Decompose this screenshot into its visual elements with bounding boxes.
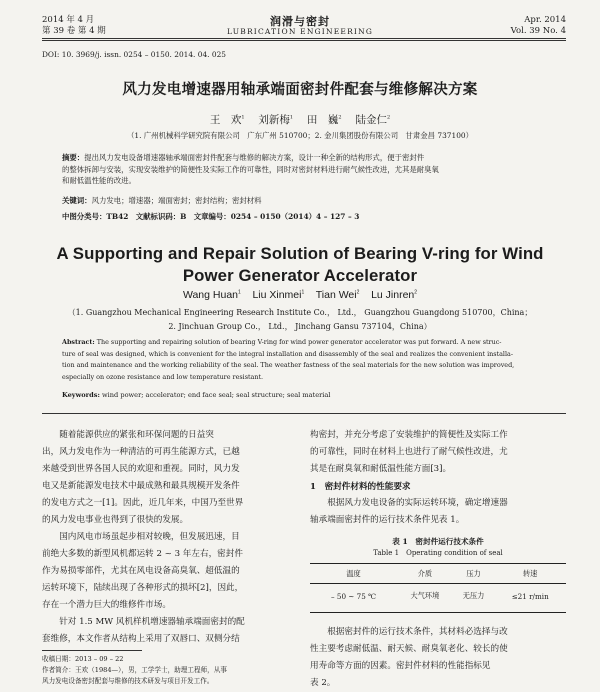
received-date: 收稿日期：2013 – 09 – 22 <box>42 655 124 663</box>
table-cell: ≤21 r/min <box>511 591 549 601</box>
body-line: 其是在耐臭氧和耐低温性能方面[3]。 <box>310 464 452 474</box>
footnote <box>42 654 227 687</box>
body-line: 用寿命等方面的因素。密封件材料的性能指标见 <box>310 661 491 671</box>
header-rule <box>42 38 566 39</box>
author-en: Tian Wei <box>315 289 357 301</box>
body-line: 根据密封件的运行技术条件，其材料必选择与改 <box>310 627 508 637</box>
header-volume: 第 39 卷 第 4 期 <box>42 26 106 36</box>
keywords-cn: 关键词：风力发电；增速器；端面密封；密封结构；密封材料 <box>62 196 262 205</box>
table-header-row <box>310 566 566 583</box>
author-cn: 刘新梅 <box>258 114 290 126</box>
doi: DOI: 10. 3969/j. issn. 0254 – 0150. 2014. 04. 025 <box>42 50 226 59</box>
classification-line: 中图分类号：TB42 文献标识码：B 文章编号：0254 – 0150（2014）4 – 127 – 3 <box>62 212 360 221</box>
body-line: 来越受到世界各国人民的欢迎和重视。同时，风力发 <box>42 464 240 474</box>
body-left-column <box>42 427 245 648</box>
body-line: 随着能源供应的紧张和环保问题的日益突 <box>42 430 214 440</box>
body-line: 根据风力发电设备的实际运转环境，确定增速器 <box>310 498 508 508</box>
table-header-cell: 介质 <box>417 569 433 579</box>
table-bottom-rule <box>310 612 566 613</box>
author-en: Wang Huan <box>182 289 238 301</box>
abstract-cn: 摘要：提出风力发电设备增速器轴承端面密封件配套与维修的解决方案，设计一种全新的结构形式，便于密封件 的整体拆卸与安装，实现安装维护的简便性及实际工作的可靠性，同时对密封材料进行耐气候性改进，尤其是耐臭氧 和耐低温性能的改进。 <box>62 153 439 185</box>
section-paragraph <box>310 495 508 529</box>
author-en: Lu Jinren <box>371 289 415 301</box>
table-caption-cn: 表 1 密封件运行技术条件 <box>392 537 484 546</box>
body-line: 的发电方式之一[1]。因此，近几年来，中国乃至世界 <box>42 498 244 508</box>
author-en: Liu Xinmei <box>252 289 302 301</box>
operating-condition-table <box>310 566 566 609</box>
table-top-rule <box>310 563 566 564</box>
keywords-en: Keywords: wind power; accelerator; end face seal; seal structure; seal material <box>62 391 331 399</box>
author-cn: 王 欢 <box>209 114 242 126</box>
body-line: 电又是新能源发电技术中最成熟和最具规模开发条件 <box>42 481 240 491</box>
abstract-cn-label: 摘要： <box>62 153 85 162</box>
authors-en: Wang Huan$^1$ Liu Xinmei$^1$ Tian Wei$^2$ Lu Jinren$^2$ <box>182 289 418 301</box>
header-rule-thin <box>42 40 566 41</box>
table-cell: 无压力 <box>462 591 485 601</box>
paper-title-en-line2: Power Generator Accelerator <box>182 266 418 285</box>
body-line: 运转环境下，陆续出现了各种形式的损坏[2]，因此， <box>42 583 244 593</box>
header-volume-en: Vol. 39 No. 4 <box>510 26 566 36</box>
body-line: 的风力发电事业也得到了很快的发展。 <box>42 515 189 525</box>
author-bio: 作者简介：王欢（1984—），男，工学学士，助理工程师，从事 <box>42 666 227 674</box>
abstract-en: Abstract: The supporting and repairing solution of bearing V-ring for wind power generator accelerator was put forward. A new struc- ture of seal was designed, which is convenient for the integral installation and disassembly of the seal and realizes the convenient installa- tion and maintenance and the working reliability of the seal. The weather fastness of the seal materials for the new solution was improved, especially on ozone resistance and low temperature resistant. <box>62 338 515 381</box>
table-header-cell: 压力 <box>466 569 481 579</box>
abstract-rule <box>42 413 566 414</box>
body-line: 存在一个潜力巨大的维修件市场。 <box>42 600 171 610</box>
table-cell: – 50 ~ 75 ℃ <box>331 591 377 601</box>
header-date-en: Apr. 2014 <box>524 15 566 25</box>
body-right-top <box>310 427 508 478</box>
table-header-cell: 转速 <box>522 569 538 579</box>
body-line: 的可靠性，同时在材料上也进行了耐气候性改进，尤 <box>310 447 508 457</box>
authors-cn: 王 欢$^1$ 刘新梅$^1$ 田 巍$^2$ 陆金仁$^2$ <box>209 114 391 126</box>
body-line: 构密封，并充分考虑了安装维护的简便性及实际工作 <box>310 430 508 440</box>
body-line: 轴承端面密封件的运行技术条件见表 1。 <box>310 515 465 525</box>
author-bio-cont: 风力发电设备密封配套与维修的技术研发与项目开发工作。 <box>42 677 214 685</box>
header-issue-date: 2014 年 4 月 <box>42 15 95 25</box>
body-line: 出，风力发电作为一种清洁的可再生能源方式，已越 <box>42 447 240 457</box>
body-line: 国内风电市场虽起步相对较晚，但发展迅速，目 <box>42 532 240 542</box>
journal-name-cn: 润滑与密封 <box>270 15 330 28</box>
body-line: 作为易损零部件，尤其在风电设备高臭氧、超低温的 <box>42 566 240 576</box>
table-header-cell: 温度 <box>346 569 361 579</box>
keywords-en-label: Keywords: <box>62 391 100 399</box>
body-line: 套维修，本文作者从结构上采用了双唇口、双侧分结 <box>42 634 240 644</box>
keywords-cn-label: 关键词： <box>62 196 92 205</box>
table-cell: 大气环境 <box>410 591 440 601</box>
table-row <box>310 583 566 609</box>
journal-name-en: LUBRICATION ENGINEERING <box>226 27 374 36</box>
affiliation-en-line1: （1. Guangzhou Mechanical Engineering Research Institute Co.， Ltd.， Guangzhou Guangdong 510700，China； <box>67 308 533 317</box>
section-heading: 1 密封件材料的性能要求 <box>310 482 411 492</box>
body-line: 前绝大多数的新型风机都运转 2 ~ 3 年左右，密封件 <box>42 549 243 559</box>
table-caption-en: Table 1 Operating condition of seal <box>373 549 503 557</box>
footnote-rule <box>42 650 142 651</box>
paper-title-en-line1: A Supporting and Repair Solution of Bearing V-ring for Wind <box>56 244 544 263</box>
body-line: 表 2。 <box>310 678 336 688</box>
body-line: 性主要考虑耐低温、耐天候、耐臭氧老化、较长的使 <box>310 644 508 654</box>
body-right-bottom <box>310 624 508 692</box>
author-cn: 陆金仁 <box>355 114 387 126</box>
affiliation-cn: （1. 广州机械科学研究院有限公司 广东广州 510700；2. 金川集团股份有限公司 甘肃金昌 737100） <box>127 131 473 140</box>
affiliation-en-line2: 2. Jinchuan Group Co.， Ltd.， Jinchang Gansu 737104，China） <box>168 322 432 331</box>
body-line: 针对 1.5 MW 风机样机增速器轴承端面密封的配 <box>42 617 245 627</box>
abstract-en-label: Abstract: <box>62 338 95 346</box>
paper-title-cn: 风力发电增速器用轴承端面密封件配套与维修解决方案 <box>122 81 478 98</box>
author-cn: 田 巍 <box>306 114 339 126</box>
